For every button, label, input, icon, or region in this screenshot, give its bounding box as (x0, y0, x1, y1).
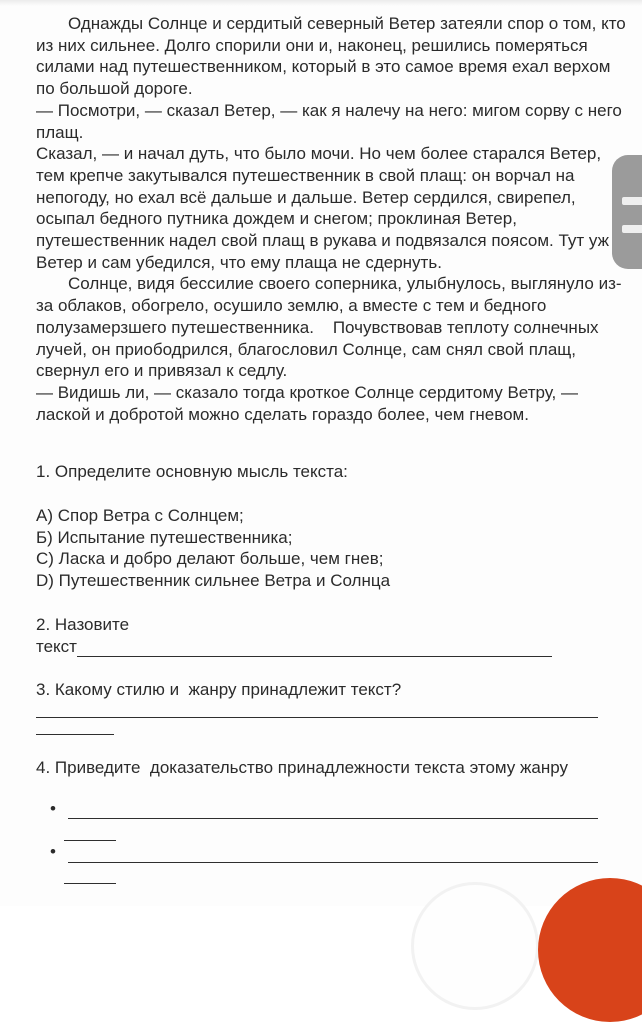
question-1-options (36, 505, 598, 592)
question-3-label: 3. Какому стилю и жанру принадлежит текст? (36, 680, 402, 700)
question-4 (36, 757, 598, 884)
question-1 (36, 461, 598, 592)
answer-blank-line (64, 824, 116, 841)
story-line: — Посмотри, — сказал Ветер, — как я налечу на него: мигом сорву с него (36, 100, 622, 120)
story-line: тем крепче закутывался путешественник в свой плащ: он ворчал на (36, 165, 575, 185)
story-line: Сказал, — и начал дуть, что было мочи. Но чем более старался Ветер, (36, 144, 602, 164)
question-3-answer-row-continued (36, 718, 598, 735)
bullet-icon: • (50, 842, 56, 862)
drawer-handle-bar-icon (622, 197, 642, 205)
answer-blank-line (64, 867, 116, 884)
story-line: осыпал бедного путника дождем и снегом; проклиная Ветер, (36, 209, 517, 229)
question-3-answer-row (36, 701, 598, 718)
answer-blank-line (36, 718, 114, 735)
question-4-bullet-1-continued (36, 819, 598, 841)
story-line: по большой дороге. (36, 79, 193, 99)
answer-blank-line (68, 846, 598, 863)
option-a: А) Спор Ветра с Солнцем; (36, 506, 244, 526)
story-line: силами над путешественником, который в это самое время ехал верхом (36, 57, 611, 77)
story-line: свернул его и привязал к седлу. (36, 361, 288, 381)
story-text (36, 13, 626, 425)
story-line: Солнце, видя бессилие своего соперника, улыбнулось, выглянуло из- (68, 274, 622, 294)
question-2-answer-prefix: текст (36, 636, 77, 656)
story-line: путешественник надел свой плащ в рукава и подвязался поясом. Тут уж (36, 231, 609, 251)
answer-blank-line (36, 701, 598, 718)
secondary-fab-button[interactable] (411, 882, 539, 1010)
story-line: лучей, он приободрился, благословил Солнце, сам снял свой плащ, (36, 339, 576, 359)
question-4-bullet-1 (36, 798, 598, 820)
question-3 (36, 679, 598, 735)
story-line: плащ. (36, 122, 84, 142)
question-2 (36, 614, 598, 657)
question-4-bullet-2 (36, 841, 598, 863)
drawer-handle-bar-icon (622, 225, 642, 233)
story-line: Ветер и сам убедился, что ему плаща не сдернуть. (36, 252, 442, 272)
story-line: непогоду, но ехал всё дальше и дальше. Ветер сердился, свирепел, (36, 187, 576, 207)
question-4-label: 4. Приведите доказательство принадлежности текста этому жанру (36, 757, 568, 777)
option-c: С) Ласка и добро делают больше, чем гнев; (36, 549, 384, 569)
story-line: лаской и добротой можно сделать гораздо более, чем гневом. (36, 404, 529, 424)
question-2-label: 2. Назовите (36, 614, 130, 634)
question-4-bullet-2-continued (36, 863, 598, 885)
option-b: Б) Испытание путешественника; (36, 527, 293, 547)
answer-blank-line (68, 802, 598, 819)
option-d: D) Путешественник сильнее Ветра и Солнца (36, 571, 391, 591)
question-2-answer-row (36, 636, 598, 658)
story-line: Однажды Солнце и сердитый северный Ветер затеяли спор о том, кто (68, 14, 626, 33)
story-line: полузамерзшего путешественника. Почувствовав теплоту солнечных (36, 317, 599, 337)
drawer-handle[interactable] (612, 155, 642, 269)
question-4-answers (36, 798, 598, 885)
story-line: — Видишь ли, — сказало тогда кроткое Солнце сердитому Ветру, — (36, 382, 578, 402)
story-line: из них сильнее. Долго спорили они и, наконец, решились померяться (36, 35, 588, 55)
bullet-icon: • (50, 798, 56, 818)
answer-blank-line (77, 640, 552, 657)
story-line: за облаков, обогрело, осушило землю, а вместе с тем и бедного (36, 296, 547, 316)
question-1-label: 1. Определите основную мысль текста: (36, 462, 348, 482)
